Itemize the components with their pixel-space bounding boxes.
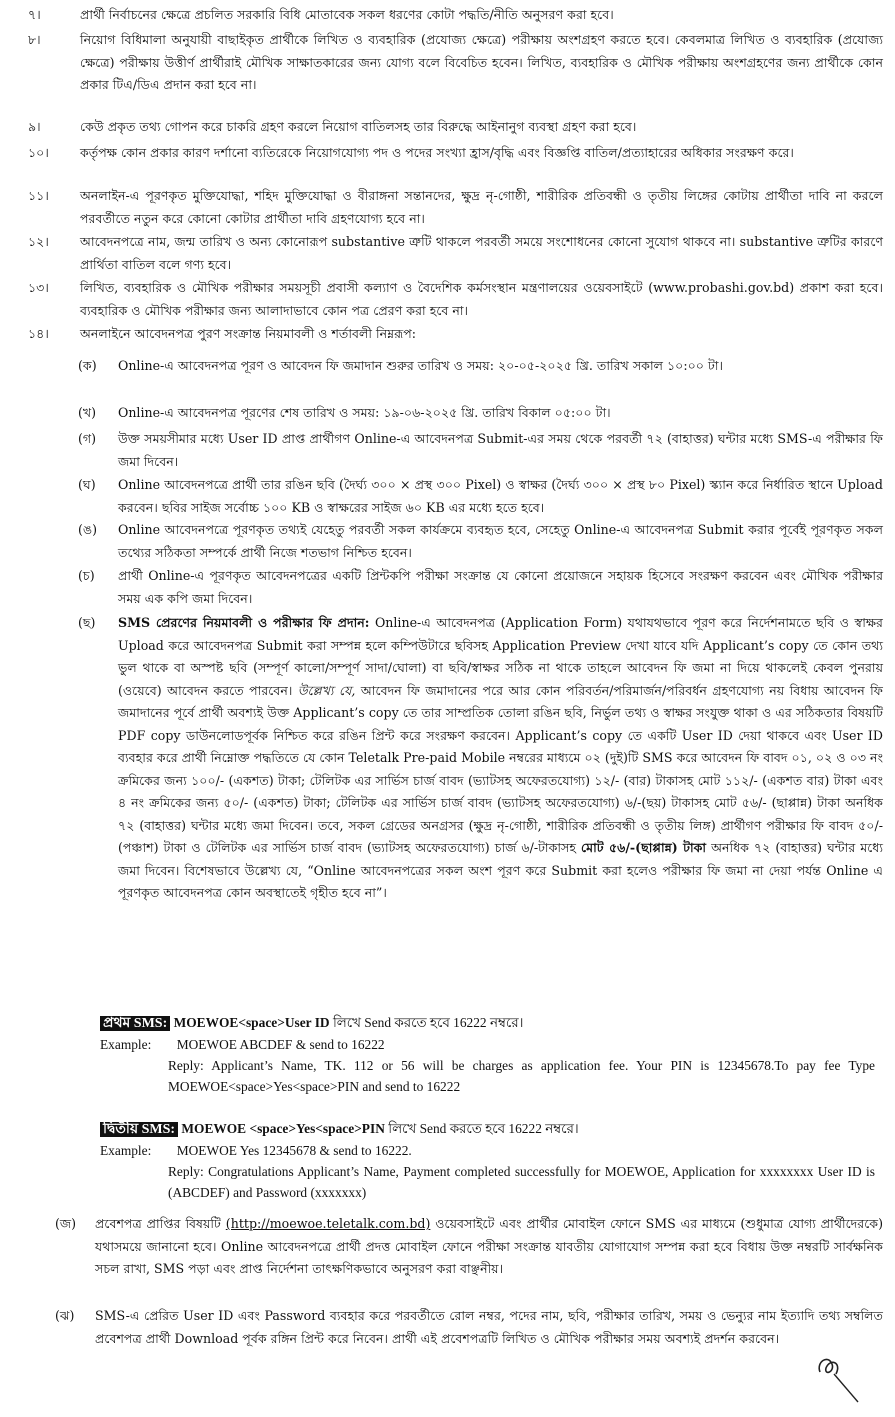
subclause-gha: [78, 474, 883, 519]
sms-first-block: [100, 1012, 875, 1097]
clause-number: ১০।: [28, 145, 49, 160]
subclause-text: প্রার্থী Online-এ পূরণকৃত আবেদনপত্রের একটি প্রিন্টকপি পরীক্ষা সংক্রান্ত যে কোনো প্রয়োজনে সহায়ক হিসেবে সংরক্ষণ করবেন এবং মৌখিক পরীক্ষার সময় এক কপি জমা দিবেন।: [118, 568, 883, 606]
subclause-mark: (ঙ): [78, 522, 98, 537]
sms-second-example-row: [100, 1140, 875, 1161]
subclause-mark: (জ): [55, 1216, 77, 1231]
sms-first-cmd-tail: লিখে Send করতে হবে 16222 নম্বরে।: [332, 1015, 524, 1030]
clause-number: ৮।: [28, 32, 41, 47]
subclause-mark: (গ): [78, 431, 97, 446]
sms-second-cmd: MOEWOE <space>Yes<space>PIN: [181, 1121, 385, 1136]
sms-first-example: MOEWOE ABCDEF & send to 16222: [176, 1037, 385, 1052]
clause-number: ৯।: [28, 119, 41, 134]
clause-number: ১১।: [28, 188, 49, 203]
clause-text: নিয়োগ বিধিমালা অনুযায়ী বাছাইকৃত প্রার্থীকে লিখিত ও ব্যবহারিক (প্রযোজ্য ক্ষেত্রে) পরীক্ষায় অংশগ্রহণ করতে হবে। কেবলমাত্র লিখিত ও ব্যবহারিক (প্রযোজ্য ক্ষেত্রে) পরীক্ষায় উত্তীর্ণ প্রার্থীরাই মৌখিক সাক্ষাতকারের জন্য যোগ্য বলে বিবেচিত হবেন। লিখিত, ব্যবহারিক ও মৌখিক পরীক্ষায় অংশগ্রহণের জন্য প্রার্থীকে কোন প্রকার টিএ/ডিএ প্রদান করা হবে না।: [80, 32, 883, 92]
subclause-text: Online-এ আবেদনপত্র পূরণ ও আবেদন ফি জমাদান শুরুর তারিখ ও সময়: ২০-০৫-২০২৫ খ্রি. তারিখ সকাল ১০:০০ টা।: [118, 358, 723, 373]
subclause-text: Online আবেদনপত্রে পূরণকৃত তথ্যই যেহেতু পরবর্তী সকল কার্যক্রমে ব্যবহৃত হবে, সেহেতু Online-এ আবেদনপত্র Submit করার পূর্বেই পূরণকৃত সকল তথ্যের সঠিকতা সম্পর্কে প্রার্থী নিজে শতভাগ নিশ্চিত হবেন।: [118, 522, 883, 560]
subclause-umo: [78, 519, 883, 564]
subclause-mark: (ক): [78, 358, 97, 373]
admit-card-intro: প্রবেশপত্র প্রাপ্তির বিষয়টি: [95, 1216, 221, 1231]
subclause-ka: [78, 355, 883, 378]
teletalk-link[interactable]: (http://moewoe.teletalk.com.bd): [225, 1216, 431, 1231]
clause-text: কেউ প্রকৃত তথ্য গোপন করে চাকরি গ্রহণ করলে নিয়োগ বাতিলসহ তার বিরুদ্ধে আইনানুগ ব্যবস্থা গ্রহণ করা হবে।: [80, 119, 637, 134]
clause-text: অনলাইন-এ পূরণকৃত মুক্তিযোদ্ধা, শহিদ মুক্তিযোদ্ধা ও বীরাঙ্গনা সন্তানদের, ক্ষুদ্র নৃ-গোষ্ঠী, শারীরিক প্রতিবন্ধী ও তৃতীয় লিঙ্গের কোটায় প্রার্থীতা দাবি না করলে পরবর্তীতে নতুন করে কোনো কোটার প্রার্থীতা দাবি গ্রহণযোগ্য হবে না।: [80, 188, 883, 226]
sms-first-reply: Reply: Applicant’s Name, TK. 112 or 56 will be charges as application fee. Your PIN is 12345678.To pay fee Type MOEWOE<space>Yes<space>PIN and send to 16222: [168, 1058, 875, 1094]
note-label: উল্লেখ্য যে,: [297, 682, 356, 698]
sms-first-example-label: Example:: [100, 1037, 152, 1052]
subclause-mark: (চ): [78, 568, 95, 583]
subclause-cha: [78, 565, 883, 610]
subclause-jha: [55, 1305, 883, 1350]
subclause-text: SMS-এ প্রেরিত User ID এবং Password ব্যবহার করে পরবর্তীতে রোল নম্বর, পদের নাম, ছবি, পরীক্ষার তারিখ, সময় ও ভেন্যুর নাম ইত্যাদি তথ্য সম্বলিত প্রবেশপত্র প্রার্থী Download পূর্বক রঙ্গিন প্রিন্ট করে নিবেন। প্রার্থী এই প্রবেশপত্রটি লিখিত ও মৌখিক পরীক্ষার সময় অবশ্যই প্রদর্শন করবেন।: [95, 1308, 883, 1346]
sms-second-reply: Reply: Congratulations Applicant’s Name, Payment completed successfully for MOEWOE, Application for xxxxxxxx User ID is (ABCDEF) and Password (xxxxxxx): [168, 1164, 875, 1200]
clause-text: প্রার্থী নির্বাচনের ক্ষেত্রে প্রচলিত সরকারি বিধি মোতাবেক সকল ধরণের কোটা পদ্ধতি/নীতি অনুসরণ করা হবে।: [80, 7, 614, 22]
clause-10: [18, 142, 883, 165]
subclause-text: [118, 612, 883, 905]
clause-number: ১২।: [28, 234, 49, 249]
subclause-chha: [78, 612, 883, 905]
sms-second-block: [100, 1118, 875, 1203]
subclause-mark: (ছ): [78, 615, 96, 630]
chha-paragraph-3: অনধিক ৭২ (বাহাত্তর) ঘন্টার মধ্যে জমা দিবেন। বিশেষভাবে উল্লেখ্য যে, “Online আবেদনপত্রের সকল অংশ পূরণ করে Submit করা হলেও পরীক্ষার ফি জমা না দেয়া পর্যন্ত Online এ পূরণকৃত আবেদনপত্র কোন অবস্থাতেই গৃহীত হবে না”।: [118, 840, 883, 900]
sms-second-example: MOEWOE Yes 12345678 & send to 16222.: [176, 1143, 412, 1158]
clause-9: [18, 116, 883, 139]
clause-8: [18, 29, 883, 97]
sms-second-command: [100, 1118, 875, 1140]
subclause-ga: [78, 428, 883, 473]
sms-second-example-label: Example:: [100, 1143, 152, 1158]
subclause-ja: [55, 1213, 883, 1281]
signature-mark: [812, 1344, 872, 1404]
clause-text: অনলাইনে আবেদনপত্র পুরণ সংক্রান্ত নিয়মাবলী ও শর্তাবলী নিম্নরূপ:: [80, 326, 417, 341]
subclause-text: Online আবেদনপত্রে প্রার্থী তার রঙিন ছবি (দৈর্ঘ্য ৩০০ × প্রস্থ ৩০০ Pixel) ও স্বাক্ষর (দৈর্ঘ্য ৩০০ × প্রস্থ ৮০ Pixel) স্ক্যান করে নির্ধারিত স্থানে Upload করবেন। ছবির সাইজ সর্বোচ্চ ১০০ KB ও স্বাক্ষরের সাইজ ৬০ KB এর মধ্যে হতে হবে।: [118, 477, 883, 515]
sms-rules-heading: SMS প্রেরণের নিয়মাবলী ও পরীক্ষার ফি প্রদান:: [118, 615, 370, 630]
admit-card-text: ওয়েবসাইটে এবং প্রার্থীর মোবাইল ফোনে SMS এর মাধ্যমে (শুধুমাত্র যোগ্য প্রার্থীদেরকে) যথাসময়ে জানানো হবে। Online আবেদনপত্রে প্রার্থী প্রদত্ত মোবাইল ফোনে পরীক্ষা সংক্রান্ত যাবতীয় যোগাযোগ সম্পন্ন করা হবে বিধায় উক্ত নম্বরটি সার্বক্ষনিক সচল রাখা, SMS পড়া এবং প্রাপ্ত নির্দেশনা তাৎক্ষণিকভাবে অনুসরণ করা বাঞ্ছনীয়।: [95, 1216, 883, 1276]
clause-number: ১৩।: [28, 280, 49, 295]
sms-first-cmd: MOEWOE<space>User ID: [173, 1015, 330, 1030]
clause-12: [18, 231, 883, 276]
clause-13: [18, 277, 883, 322]
clause-11: [18, 185, 883, 230]
clause-number: ১৪।: [28, 326, 49, 341]
chha-paragraph-2: আবেদন ফি জমাদানের পরে আর কোন পরিবর্তন/পরিমার্জন/পরিবর্ধন গ্রহণযোগ্য নয় বিধায় আবেদন ফি জমাদানের পূর্বে প্রার্থী অবশ্যই উক্ত Applicant’s copy তে তার সাম্প্রতিক তোলা রঙিন ছবি, নির্ভুল তথ্য ও স্বাক্ষর সংযুক্ত থাকা ও এর সঠিকতার বিষয়টি PDF copy ডাউনলোডপূর্বক নিশ্চিত করে রঙিন প্রিন্ট করে সংরক্ষণ করবেন। Applicant’s copy তে একটি User ID দেয়া থাকবে এবং User ID ব্যবহার করে প্রার্থী নিম্নোক্ত পদ্ধতিতে যে কোন Teletalk Pre-paid Mobile নম্বরের মাধ্যমে ০২ (দুই)টি SMS করে আবেদন ফি বাবদ ০১, ০২ ও ০৩ নং ক্রমিকের জন্য ১০০/- (একশত) টাকা; টেলিটক এর সার্ভিস চার্জ বাবদ (ভ্যাটসহ অফেরতযোগ্য) ১২/- (বার) টাকাসহ মোট ১১২/- (একশত বার) টাকা এবং ৪ নং ক্রমিকের জন্য ৫০/- (একশত) টাকা; টেলিটক এর সার্ভিস চার্জ বাবদ (ভ্যাটসহ অফেরতযোগ্য) ৬/-(ছয়) টাকাসহ মোট ৫৬/- (ছাপ্পান্ন) টাকা অনধিক ৭২ (বাহাত্তর) ঘন্টার মধ্যে জমা দিবেন। তবে, সকল গ্রেডের অনগ্রসর (ক্ষুদ্র নৃ-গোষ্ঠী, শারীরিক প্রতিবন্ধী ও তৃতীয় লিঙ্গ) প্রার্থীগণ পরীক্ষার ফি বাবদ ৫০/-(পঞ্চাশ) টাকা ও টেলিটক এর সার্ভিস চার্জ বাবদ (ভ্যাটসহ অফেরতযোগ্য) চার্জ ৬/-টাকাসহ: [118, 682, 883, 855]
subclause-mark: (খ): [78, 405, 97, 420]
clause-text: আবেদনপত্রে নাম, জন্ম তারিখ ও অন্য কোনোরূপ substantive ত্রুটি থাকলে পরবর্তী সময়ে সংশোধনের কোনো সুযোগ থাকবে না। substantive ত্রুটির কারণে প্রার্থিতা বাতিল বলে গণ্য হবে।: [80, 234, 883, 272]
subclause-mark: (ঘ): [78, 477, 96, 492]
sms-second-label: দ্বিতীয় SMS:: [100, 1122, 178, 1137]
total-fee: মোট ৫৬/-(ছাপ্পান্ন) টাকা: [580, 840, 707, 855]
clause-text: কর্তৃপক্ষ কোন প্রকার কারণ দর্শানো ব্যতিরেকে নিয়োগযোগ্য পদ ও পদের সংখ্যা হ্রাস/বৃদ্ধি এবং বিজ্ঞপ্তি বাতিল/প্রত্যাহারের অধিকার সংরক্ষণ করে।: [80, 145, 794, 160]
clause-7: [18, 4, 883, 27]
clause-number: ৭।: [28, 7, 41, 22]
clause-14: [18, 323, 883, 346]
subclause-text: Online-এ আবেদনপত্র পূরণের শেষ তারিখ ও সময়: ১৯-০৬-২০২৫ খ্রি. তারিখ বিকাল ০৫:০০ টা।: [118, 405, 611, 420]
subclause-text: [95, 1213, 883, 1281]
sms-first-label: প্রথম SMS:: [100, 1016, 170, 1031]
chha-paragraph-1: Online-এ আবেদনপত্র (Application Form) যথাযথভাবে পূরণ করে নির্দেশনামতে ছবি ও স্বাক্ষর Upload করে আবেদনপত্র Submit করা সম্পন্ন হলে কম্পিউটারে ছবিসহ Application Preview দেখা যাবে যদি Applicant’s copy তে কোন তথ্য ভুল থাকে বা অস্পষ্ট ছবি (সম্পূর্ণ কালো/সম্পূর্ণ সাদা/ঘোলা) বা ছবি/স্বাক্ষর সঠিক না থাকে তাহলে আবেদন ফি জমা না দিয়ে থাকলেই কেবল পুনরায় (ওয়েবে) আবেদন করতে পারবেন।: [118, 615, 883, 698]
sms-first-example-row: [100, 1034, 875, 1055]
subclause-text: উক্ত সময়সীমার মধ্যে User ID প্রাপ্ত প্রার্থীগণ Online-এ আবেদনপত্র Submit-এর সময় থেকে পরবর্তী ৭২ (বাহাত্তর) ঘন্টার মধ্যে SMS-এ পরীক্ষার ফি জমা দিবেন।: [118, 431, 883, 469]
sms-second-cmd-tail: লিখে Send করতে হবে 16222 নম্বরে।: [388, 1121, 579, 1136]
sms-first-command: [100, 1012, 875, 1034]
subclause-mark: (ঝ): [55, 1308, 75, 1323]
clause-text: লিখিত, ব্যবহারিক ও মৌখিক পরীক্ষার সময়সূচী প্রবাসী কল্যাণ ও বৈদেশিক কর্মসংস্থান মন্ত্রণালয়ের ওয়েবসাইটে (www.probashi.gov.bd) প্রকাশ করা হবে। ব্যবহারিক ও মৌখিক পরীক্ষার জন্য আলাদাভাবে কোন পত্র প্রেরণ করা হবে না।: [80, 280, 883, 318]
subclause-kha: [78, 402, 883, 425]
